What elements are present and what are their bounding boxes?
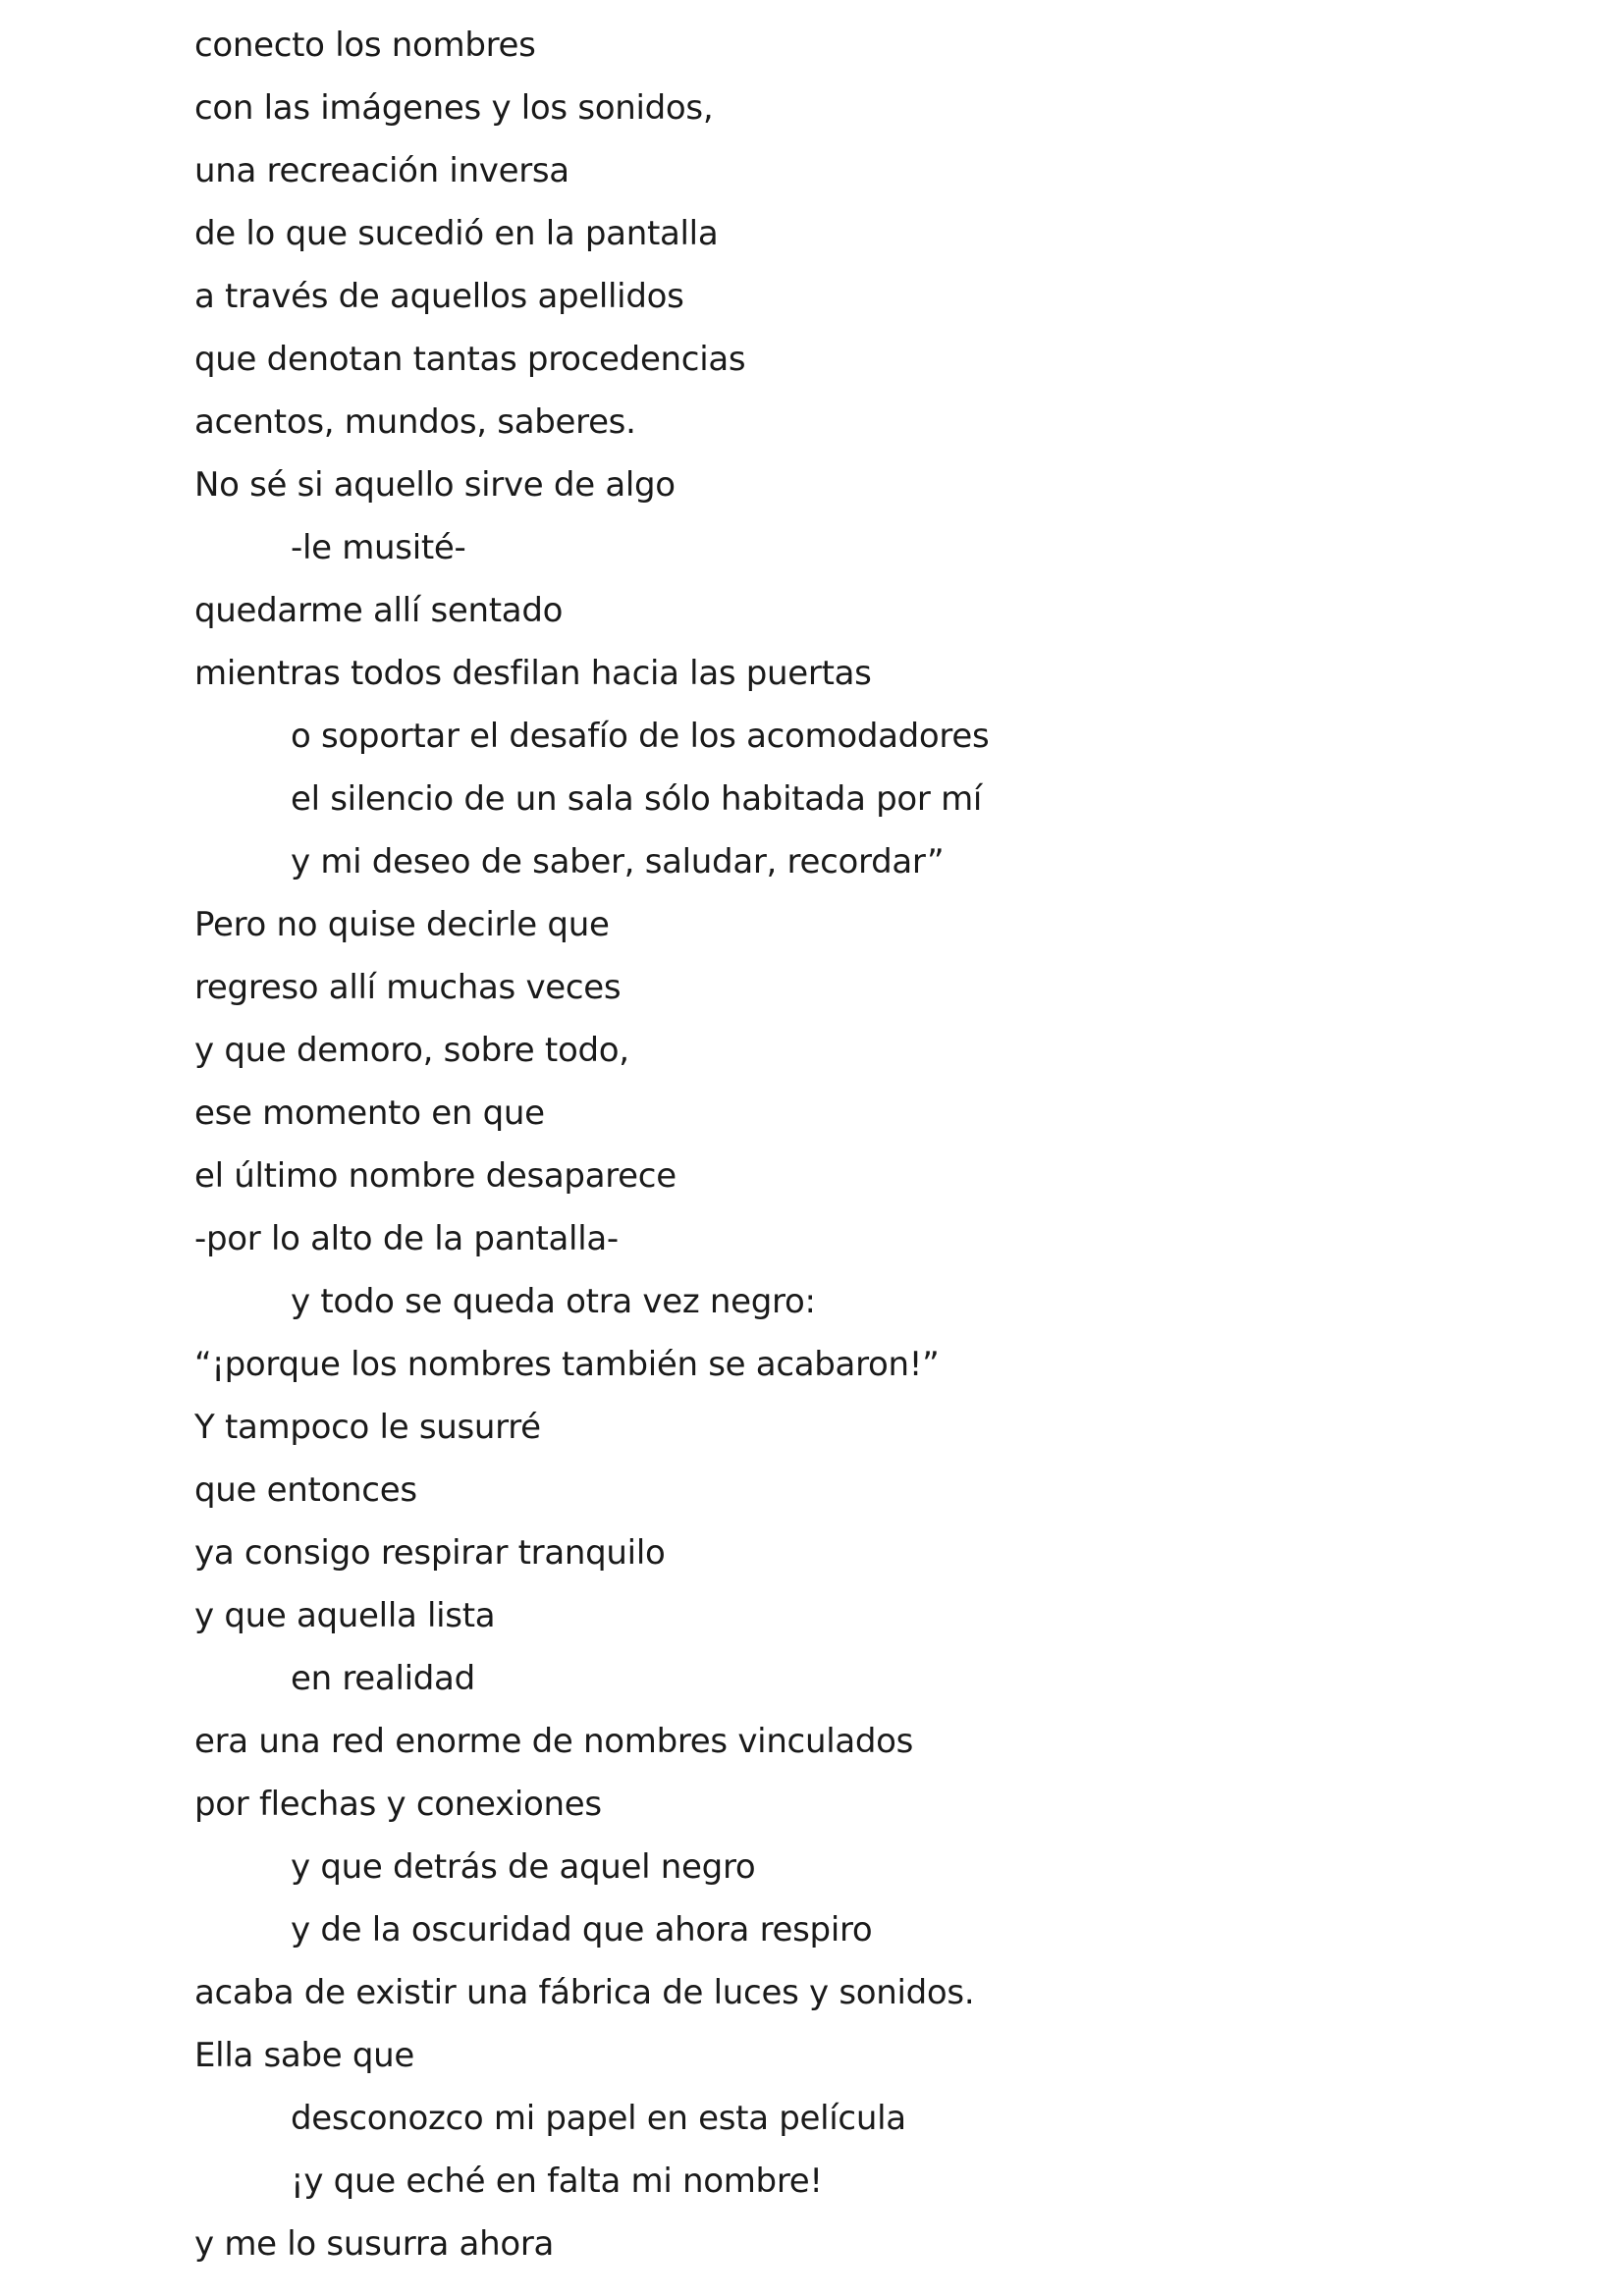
poem-line: ese momento en que — [194, 1094, 545, 1133]
poem-line: era una red enorme de nombres vinculados — [194, 1722, 914, 1761]
poem-line: regreso allí muchas veces — [194, 968, 622, 1007]
poem-line: quedarme allí sentado — [194, 591, 564, 630]
poem-line: “¡porque los nombres también se acabaron!” — [194, 1345, 940, 1384]
poem-line: y mi deseo de saber, saludar, recordar” — [291, 842, 945, 881]
poem-line: y que demoro, sobre todo, — [194, 1031, 629, 1070]
poem-line: y me lo susurra ahora — [194, 2224, 555, 2264]
poem-line: desconozco mi papel en esta película — [291, 2099, 906, 2138]
poem-line: con las imágenes y los sonidos, — [194, 88, 714, 128]
poem-line: acentos, mundos, saberes. — [194, 402, 636, 442]
poem-line: que entonces — [194, 1470, 417, 1510]
poem-line: y todo se queda otra vez negro: — [291, 1282, 816, 1321]
poem-line: conecto los nombres — [194, 26, 536, 65]
poem-line: No sé si aquello sirve de algo — [194, 465, 676, 505]
poem-line: mientras todos desfilan hacia las puertas — [194, 654, 872, 693]
poem-line: Ella sabe que — [194, 2036, 415, 2075]
poem-line: en realidad — [291, 1659, 475, 1698]
poem-line: Pero no quise decirle que — [194, 905, 610, 944]
poem-line: y de la oscuridad que ahora respiro — [291, 1910, 873, 1949]
poem-line: a través de aquellos apellidos — [194, 277, 684, 316]
poem-line: el último nombre desaparece — [194, 1156, 677, 1196]
poem-line: una recreación inversa — [194, 151, 569, 190]
poem-line: acaba de existir una fábrica de luces y sonidos. — [194, 1973, 975, 2012]
poem-line: o soportar el desafío de los acomodadores — [291, 717, 990, 756]
poem-text — [194, 14, 989, 2275]
poem-line: -por lo alto de la pantalla- — [194, 1219, 619, 1258]
poem-line: que denotan tantas procedencias — [194, 340, 746, 379]
poem-line: -le musité- — [291, 528, 466, 567]
poem-line: ¡y que eché en falta mi nombre! — [291, 2162, 823, 2201]
poem-line: Y tampoco le susurré — [194, 1408, 541, 1447]
poem-line: ya consigo respirar tranquilo — [194, 1533, 666, 1573]
poem-line: el silencio de un sala sólo habitada por mí — [291, 779, 983, 819]
poem-line: de lo que sucedió en la pantalla — [194, 214, 719, 253]
poem-line: y que aquella lista — [194, 1596, 496, 1635]
poem-line: y que detrás de aquel negro — [291, 1847, 756, 1887]
poem-line: por flechas y conexiones — [194, 1785, 602, 1824]
